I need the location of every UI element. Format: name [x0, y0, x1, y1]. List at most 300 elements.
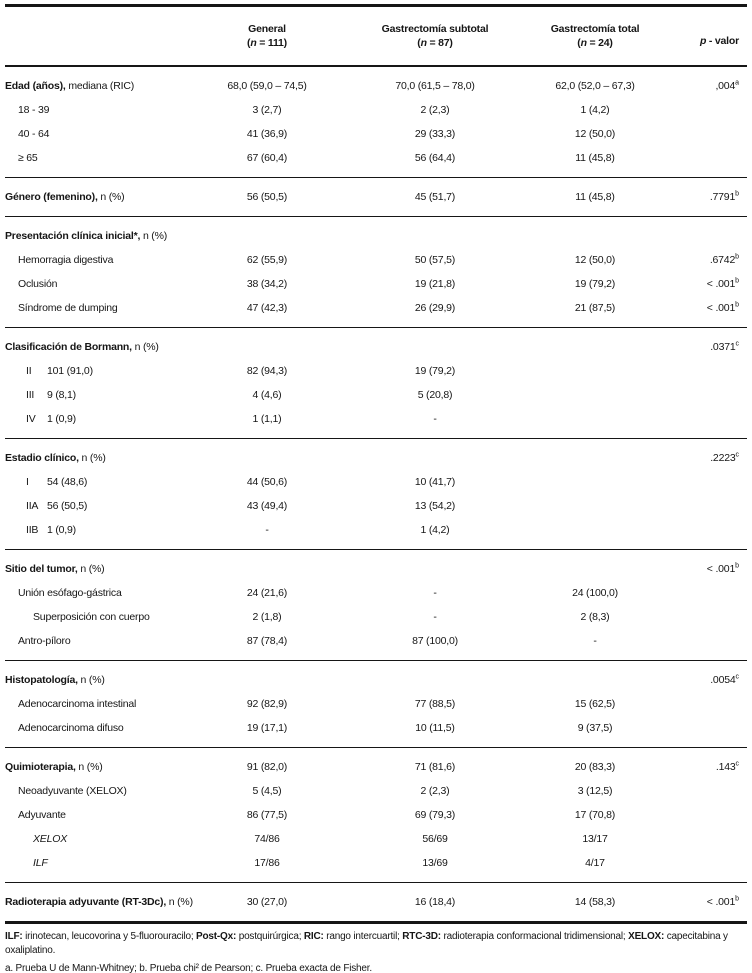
- table-section: [5, 661, 747, 748]
- p-value: .0054: [710, 674, 736, 686]
- row-label-cell: [5, 359, 199, 383]
- cell-value: 1 (1,1): [252, 413, 282, 425]
- cell-value: 19 (21,8): [414, 278, 456, 290]
- cell-total: [535, 98, 655, 122]
- cell-general: [199, 146, 335, 170]
- table-row: [5, 74, 747, 98]
- p-value: .7791: [709, 191, 736, 203]
- p-footnote-marker: b: [735, 277, 739, 285]
- row-label-cell: [5, 890, 199, 914]
- cell-value: 5 (20,8): [417, 389, 453, 401]
- p-footnote-marker: c: [735, 673, 739, 681]
- row-label-cell: [5, 335, 199, 359]
- subtitle-count: = 87): [426, 37, 453, 49]
- cell-value: 13/69: [422, 857, 448, 869]
- row-label-cell: [5, 446, 199, 470]
- abbreviations-note: [5, 930, 747, 958]
- table-row: [5, 605, 747, 629]
- cell-value: 91 (82,0): [246, 761, 288, 773]
- column-header-gastrectomia-total: [535, 22, 655, 50]
- row-label-cell: [5, 74, 199, 98]
- row-label-cell: [5, 581, 199, 605]
- row-label: Adyuvante: [18, 809, 66, 821]
- table-row: [5, 890, 747, 914]
- p-value: .0371: [710, 341, 736, 353]
- row-label-cell: [5, 185, 199, 209]
- cell-total: [535, 755, 655, 779]
- cell-total: [535, 692, 655, 716]
- table-row: [5, 98, 747, 122]
- cell-subtotal: [335, 98, 535, 122]
- cell-value: 45 (51,7): [414, 191, 456, 203]
- cell-subtotal: [335, 146, 535, 170]
- row-label-cell: [5, 779, 199, 803]
- cell-value: 62,0 (52,0 – 67,3): [555, 80, 635, 92]
- p-value: .2223: [710, 452, 736, 464]
- cell-general: [199, 248, 335, 272]
- row-label-cell: [5, 98, 199, 122]
- row-label-suffix: n (%): [77, 563, 105, 575]
- cell-general: [199, 890, 335, 914]
- table-footnotes: [5, 921, 747, 973]
- row-label-cell: [5, 755, 199, 779]
- cell-value: 4/17: [585, 857, 605, 869]
- cell-general: [199, 470, 335, 494]
- row-numeral: I: [26, 476, 29, 488]
- cell-subtotal: [335, 185, 535, 209]
- cell-subtotal: [335, 851, 535, 875]
- row-label: ILF: [33, 857, 48, 869]
- row-label-cell: [5, 668, 199, 692]
- cell-value: 56/69: [422, 833, 448, 845]
- cell-value: -: [265, 524, 269, 536]
- cell-value: 19 (79,2): [574, 278, 616, 290]
- cell-p-value: [655, 557, 751, 581]
- table-section: [5, 748, 747, 883]
- p-value: < .001: [706, 896, 736, 908]
- column-title: General: [248, 23, 286, 35]
- row-label-cell: [5, 383, 199, 407]
- cell-subtotal: [335, 407, 535, 431]
- abbreviation-term: RTC-3D:: [402, 931, 441, 942]
- cell-subtotal: [335, 755, 535, 779]
- cell-general: [199, 518, 335, 542]
- cell-value: 24 (21,6): [246, 587, 288, 599]
- cell-p-value: [655, 248, 751, 272]
- table-row: [5, 557, 747, 581]
- cell-value: 47 (42,3): [246, 302, 288, 314]
- row-label-cell: [5, 494, 199, 518]
- cell-subtotal: [335, 122, 535, 146]
- row-label-cell: [5, 122, 199, 146]
- cell-value: 1 (4,2): [580, 104, 610, 116]
- cell-value: 71 (81,6): [414, 761, 456, 773]
- cell-general: [199, 383, 335, 407]
- row-inline-value: 101 (91,0): [47, 365, 93, 377]
- cell-value: 17 (70,8): [574, 809, 616, 821]
- cell-value: 68,0 (59,0 – 74,5): [227, 80, 307, 92]
- cell-general: [199, 98, 335, 122]
- cell-value: 69 (79,3): [414, 809, 456, 821]
- cell-value: -: [433, 413, 437, 425]
- cell-general: [199, 803, 335, 827]
- cell-subtotal: [335, 629, 535, 653]
- cell-total: [535, 248, 655, 272]
- table-row: [5, 827, 747, 851]
- cell-value: 14 (58,3): [574, 896, 616, 908]
- cell-subtotal: [335, 494, 535, 518]
- cell-value: 41 (36,9): [246, 128, 288, 140]
- cell-value: -: [433, 611, 437, 623]
- row-label-cell: [5, 518, 199, 542]
- cell-general: [199, 779, 335, 803]
- row-label-suffix: n (%): [166, 896, 193, 908]
- cell-p-value: [655, 185, 751, 209]
- row-label-cell: [5, 692, 199, 716]
- row-label: Radioterapia adyuvante (RT-3Dc),: [5, 896, 167, 908]
- cell-p-value: [655, 755, 751, 779]
- table-row: [5, 851, 747, 875]
- row-label-cell: [5, 803, 199, 827]
- cell-value: 19 (17,1): [246, 722, 288, 734]
- cell-total: [535, 779, 655, 803]
- row-label-cell: [5, 827, 199, 851]
- cell-value: 30 (27,0): [246, 896, 288, 908]
- cell-total: [535, 629, 655, 653]
- cell-value: 44 (50,6): [246, 476, 288, 488]
- cell-general: [199, 74, 335, 98]
- cell-subtotal: [335, 383, 535, 407]
- cell-subtotal: [335, 296, 535, 320]
- cell-value: 2 (2,3): [420, 785, 450, 797]
- row-label: Síndrome de dumping: [18, 302, 118, 314]
- row-label-cell: [5, 272, 199, 296]
- cell-general: [199, 605, 335, 629]
- table-row: [5, 755, 747, 779]
- row-numeral: IIA: [26, 500, 39, 512]
- row-label-cell: [5, 851, 199, 875]
- p-italic: p: [699, 35, 707, 47]
- column-title: Gastrectomía subtotal: [381, 23, 489, 35]
- cell-general: [199, 359, 335, 383]
- cell-value: 62 (55,9): [246, 254, 288, 266]
- cell-general: [199, 827, 335, 851]
- cell-value: 24 (100,0): [572, 587, 618, 599]
- table-section: [5, 439, 747, 550]
- p-footnote-marker: c: [735, 451, 739, 459]
- cell-general: [199, 755, 335, 779]
- row-label-cell: [5, 716, 199, 740]
- table-row: [5, 224, 747, 248]
- subtitle-open: (: [247, 37, 251, 49]
- row-label: Género (femenino),: [5, 191, 98, 203]
- cell-total: [535, 146, 655, 170]
- column-header-gastrectomia-subtotal: [335, 22, 535, 50]
- cell-value: 50 (57,5): [414, 254, 456, 266]
- table-row: [5, 518, 747, 542]
- p-value: < .001: [706, 278, 736, 290]
- p-value: .6742: [709, 254, 736, 266]
- cell-value: 87 (100,0): [412, 635, 458, 647]
- table-row: [5, 779, 747, 803]
- cell-total: [535, 122, 655, 146]
- row-inline-value: 54 (48,6): [47, 476, 88, 488]
- subtitle-n: n: [420, 37, 427, 49]
- cell-subtotal: [335, 518, 535, 542]
- table-row: [5, 668, 747, 692]
- abbreviation-term: ILF:: [5, 931, 23, 942]
- cell-value: 19 (79,2): [414, 365, 456, 377]
- row-inline-value: 56 (50,5): [47, 500, 88, 512]
- table-row: [5, 122, 747, 146]
- row-label-suffix: mediana (RIC): [65, 80, 134, 92]
- cell-subtotal: [335, 827, 535, 851]
- row-label: XELOX: [33, 833, 68, 845]
- row-label: Superposición con cuerpo: [33, 611, 150, 623]
- subtitle-count: = 111): [256, 37, 287, 49]
- cell-total: [535, 803, 655, 827]
- row-label: Oclusión: [18, 278, 58, 290]
- cell-value: 82 (94,3): [246, 365, 288, 377]
- subtitle-n: n: [250, 37, 257, 49]
- p-footnote-marker: b: [735, 253, 739, 261]
- cell-value: 10 (41,7): [414, 476, 456, 488]
- row-label: Adenocarcinoma intestinal: [18, 698, 137, 710]
- row-label: Sitio del tumor,: [5, 563, 78, 575]
- cell-subtotal: [335, 605, 535, 629]
- cell-value: -: [433, 587, 437, 599]
- cell-general: [199, 185, 335, 209]
- row-label-suffix: n (%): [78, 452, 106, 464]
- cell-general: [199, 851, 335, 875]
- row-label: Quimioterapia,: [5, 761, 76, 773]
- cell-subtotal: [335, 470, 535, 494]
- cell-value: 86 (77,5): [246, 809, 288, 821]
- table-row: [5, 359, 747, 383]
- cell-value: 2 (1,8): [252, 611, 282, 623]
- row-numeral: II: [26, 365, 32, 377]
- table-row: [5, 185, 747, 209]
- table-row: [5, 470, 747, 494]
- cell-value: 70,0 (61,5 – 78,0): [395, 80, 475, 92]
- cell-subtotal: [335, 779, 535, 803]
- cell-p-value: [655, 296, 751, 320]
- cell-general: [199, 407, 335, 431]
- cell-p-value: [655, 335, 751, 359]
- cell-total: [535, 74, 655, 98]
- p-value: < .001: [706, 563, 736, 575]
- cell-value: 74/86: [254, 833, 280, 845]
- row-label: 18 - 39: [18, 104, 50, 116]
- table-section: [5, 178, 747, 217]
- table-row: [5, 629, 747, 653]
- row-label: ≥ 65: [18, 152, 38, 164]
- row-numeral: IIB: [26, 524, 39, 536]
- table-row: [5, 716, 747, 740]
- column-header-p-valor: [655, 34, 751, 48]
- table-row: [5, 407, 747, 431]
- cell-value: 77 (88,5): [414, 698, 456, 710]
- abbreviation-text: capecitabina y oxaliplatino.: [5, 931, 728, 956]
- cell-value: 2 (2,3): [420, 104, 450, 116]
- row-label: 40 - 64: [18, 128, 50, 140]
- cell-value: 92 (82,9): [246, 698, 288, 710]
- cell-p-value: [655, 74, 751, 98]
- cell-subtotal: [335, 692, 535, 716]
- p-value: < .001: [706, 302, 736, 314]
- cell-total: [535, 851, 655, 875]
- p-footnote-marker: a: [735, 79, 739, 87]
- cell-value: 3 (2,7): [252, 104, 282, 116]
- cell-value: 12 (50,0): [574, 128, 616, 140]
- cell-value: 87 (78,4): [246, 635, 288, 647]
- cell-general: [199, 122, 335, 146]
- row-label-cell: [5, 470, 199, 494]
- cell-value: 15 (62,5): [574, 698, 616, 710]
- row-label: Edad (años),: [5, 80, 66, 92]
- cell-subtotal: [335, 716, 535, 740]
- cell-value: 1 (4,2): [420, 524, 450, 536]
- row-label: Estadio clínico,: [5, 452, 79, 464]
- p-footnote-marker: b: [735, 301, 739, 309]
- cell-total: [535, 272, 655, 296]
- cell-general: [199, 494, 335, 518]
- cell-value: 11 (45,8): [575, 191, 615, 203]
- abbreviation-text: irinotecan, leucovorina y 5-fluorouracilo;: [22, 931, 197, 942]
- row-label: Histopatología,: [5, 674, 78, 686]
- row-label-suffix: n (%): [75, 761, 103, 773]
- row-inline-value: 1 (0,9): [47, 413, 76, 425]
- p-footnote-marker: b: [735, 190, 739, 198]
- cell-total: [535, 827, 655, 851]
- cell-total: [535, 185, 655, 209]
- p-footnote-marker: c: [735, 340, 739, 348]
- cell-subtotal: [335, 890, 535, 914]
- cell-value: 3 (12,5): [577, 785, 613, 797]
- abbreviation-term: RIC:: [303, 931, 324, 942]
- row-label: Hemorragia digestiva: [18, 254, 114, 266]
- table-row: [5, 581, 747, 605]
- cell-general: [199, 296, 335, 320]
- column-subtitle: [199, 36, 335, 50]
- subtitle-open: (: [417, 37, 421, 49]
- cell-value: 9 (37,5): [577, 722, 613, 734]
- statistical-tests-note: a. Prueba U de Mann-Whitney; b. Prueba chi² de Pearson; c. Prueba exacta de Fisher.: [5, 963, 372, 973]
- row-label-suffix: n (%): [140, 230, 168, 242]
- cell-value: 16 (18,4): [414, 896, 456, 908]
- row-label-suffix: n (%): [131, 341, 159, 353]
- table-row: [5, 335, 747, 359]
- cell-value: 26 (29,9): [414, 302, 456, 314]
- table-row: [5, 494, 747, 518]
- abbreviation-term: XELOX:: [628, 931, 665, 942]
- row-label-cell: [5, 224, 199, 248]
- abbreviation-text: radioterapia conformacional tridimensional;: [440, 931, 629, 942]
- cell-value: 4 (4,6): [252, 389, 282, 401]
- cell-value: 11 (45,8): [575, 152, 615, 164]
- cell-general: [199, 692, 335, 716]
- cell-general: [199, 629, 335, 653]
- row-label-cell: [5, 557, 199, 581]
- cell-subtotal: [335, 581, 535, 605]
- cell-value: 5 (4,5): [252, 785, 282, 797]
- cell-value: 43 (49,4): [246, 500, 288, 512]
- table-row: [5, 248, 747, 272]
- cell-total: [535, 296, 655, 320]
- cell-value: 29 (33,3): [414, 128, 456, 140]
- cell-general: [199, 272, 335, 296]
- row-label: Unión esófago-gástrica: [18, 587, 122, 599]
- row-label-cell: [5, 248, 199, 272]
- column-subtitle: [535, 36, 655, 50]
- cell-total: [535, 605, 655, 629]
- cell-subtotal: [335, 803, 535, 827]
- row-label: Neoadyuvante (XELOX): [18, 785, 127, 797]
- cell-p-value: [655, 890, 751, 914]
- cell-p-value: [655, 272, 751, 296]
- row-label-cell: [5, 629, 199, 653]
- row-label-cell: [5, 146, 199, 170]
- row-inline-value: 1 (0,9): [47, 524, 76, 536]
- row-inline-value: 9 (8,1): [47, 389, 76, 401]
- p-rest: - valor: [706, 35, 739, 47]
- table-section: [5, 328, 747, 439]
- cell-value: 13 (54,2): [414, 500, 456, 512]
- subtitle-open: (: [577, 37, 581, 49]
- table-row: [5, 146, 747, 170]
- p-footnote-marker: c: [735, 760, 739, 768]
- cell-subtotal: [335, 272, 535, 296]
- table-row: [5, 296, 747, 320]
- cell-p-value: [655, 668, 751, 692]
- row-label-cell: [5, 407, 199, 431]
- abbreviation-term: Post-Qx:: [196, 931, 237, 942]
- column-subtitle: [335, 36, 535, 50]
- cell-p-value: [655, 446, 751, 470]
- table-row: [5, 383, 747, 407]
- column-header-general: [199, 22, 335, 50]
- table-section: [5, 67, 747, 178]
- table-body: [5, 67, 747, 921]
- row-label: Adenocarcinoma difuso: [18, 722, 124, 734]
- table-row: [5, 272, 747, 296]
- cell-subtotal: [335, 74, 535, 98]
- cell-value: 12 (50,0): [574, 254, 616, 266]
- cell-value: 13/17: [582, 833, 608, 845]
- cell-subtotal: [335, 248, 535, 272]
- cell-general: [199, 581, 335, 605]
- cell-value: 17/86: [254, 857, 280, 869]
- row-label: Antro-píloro: [18, 635, 71, 647]
- abbreviation-text: rango intercuartil;: [323, 931, 403, 942]
- cell-total: [535, 716, 655, 740]
- cell-total: [535, 890, 655, 914]
- p-value: ,004: [715, 80, 736, 92]
- cell-value: 20 (83,3): [574, 761, 616, 773]
- cell-subtotal: [335, 359, 535, 383]
- table-section: [5, 550, 747, 661]
- p-footnote-marker: b: [735, 562, 739, 570]
- subtitle-n: n: [580, 37, 587, 49]
- table-section: [5, 883, 747, 921]
- cell-value: 67 (60,4): [246, 152, 288, 164]
- cell-value: 56 (50,5): [246, 191, 288, 203]
- row-label-cell: [5, 296, 199, 320]
- p-value: .143: [715, 761, 736, 773]
- cell-value: 10 (11,5): [415, 722, 455, 734]
- table-row: [5, 692, 747, 716]
- abbreviation-text: postquirúrgica;: [236, 931, 304, 942]
